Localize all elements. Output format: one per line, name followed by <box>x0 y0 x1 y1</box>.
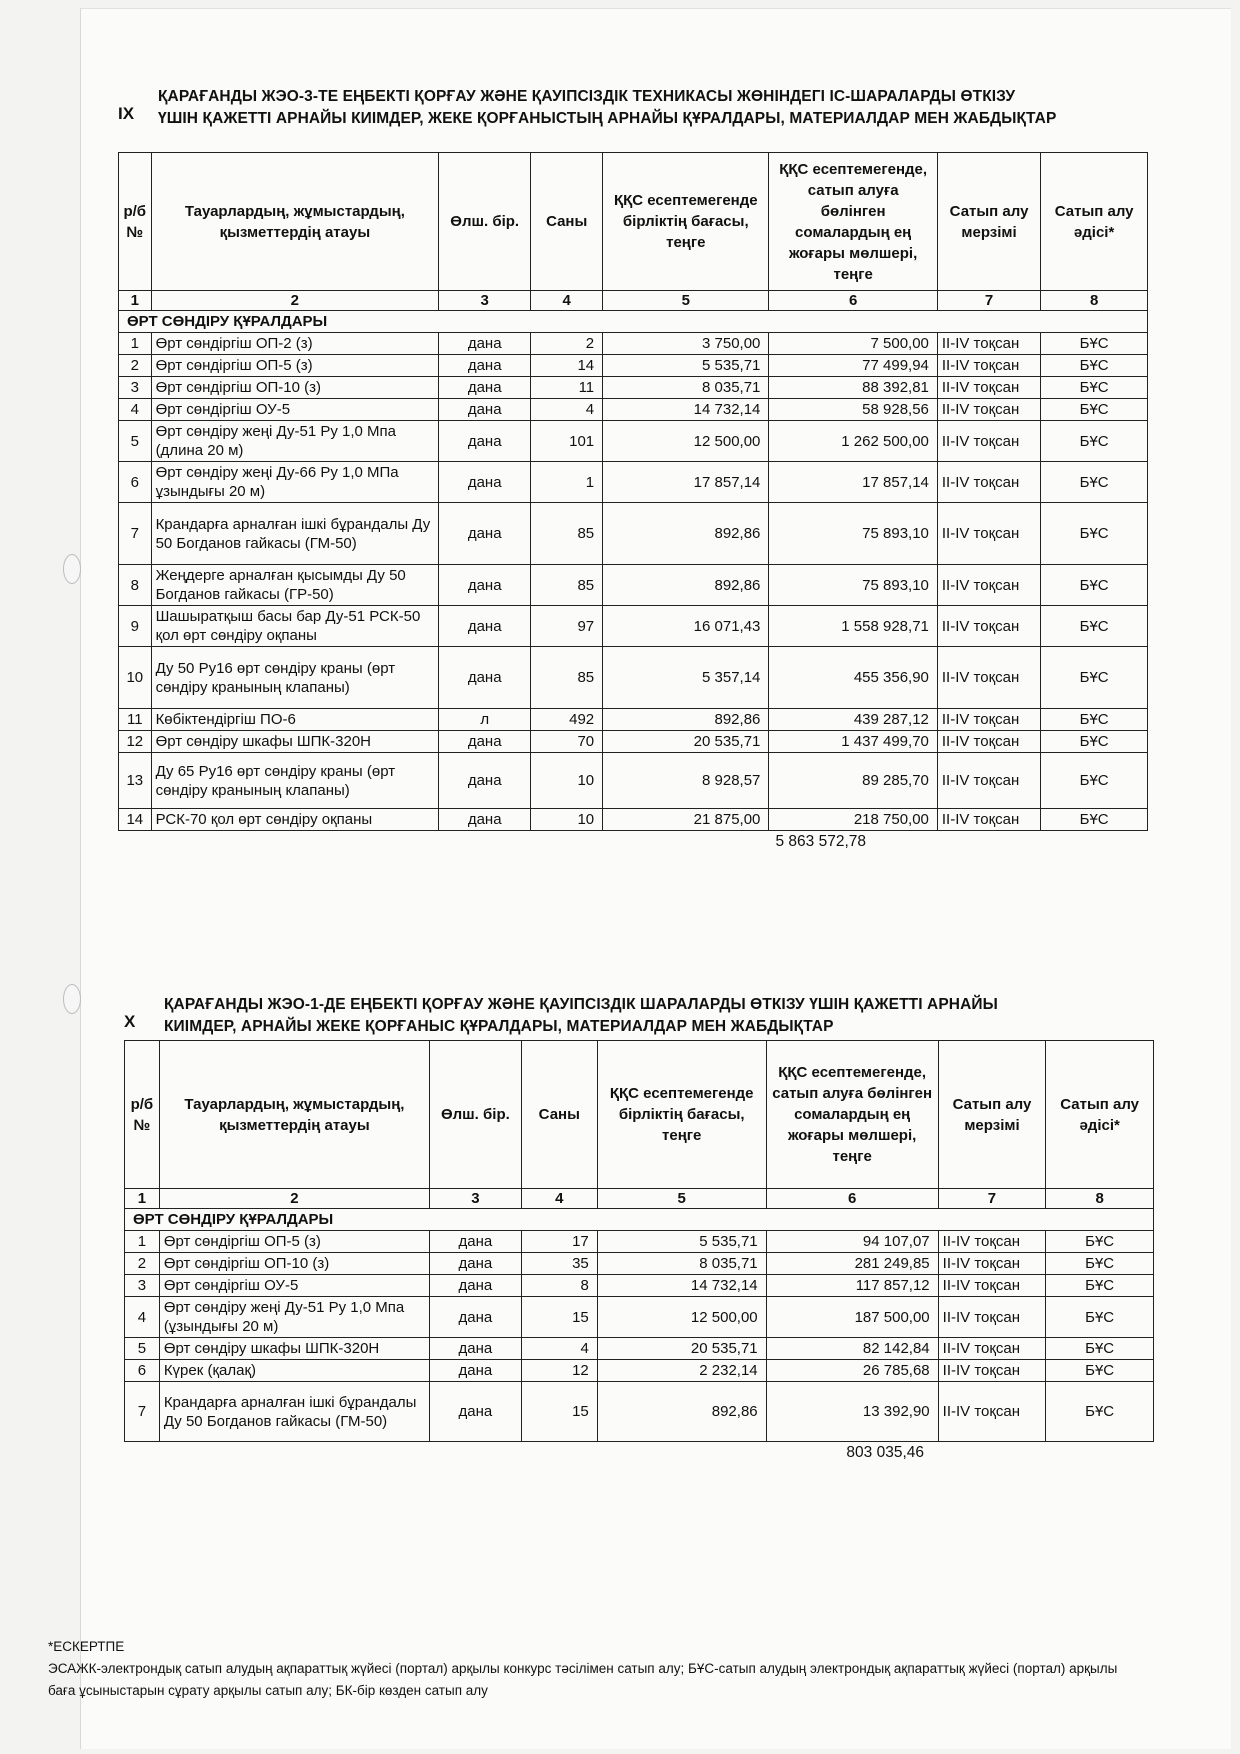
cell-max-amount: 75 893,10 <box>769 565 938 606</box>
cell-max-amount: 1 437 499,70 <box>769 731 938 753</box>
cell-row-number: 3 <box>125 1275 160 1297</box>
column-number: 3 <box>429 1189 521 1209</box>
cell-item-name: Крандарға арналған ішкі бұрандалы Ду 50 Богданов гайкасы (ГМ-50) <box>159 1382 429 1442</box>
cell-procurement-method: БҰС <box>1041 647 1148 709</box>
cell-max-amount: 82 142,84 <box>766 1338 938 1360</box>
cell-row-number: 5 <box>125 1338 160 1360</box>
cell-unit: дана <box>429 1338 521 1360</box>
header-procurement-period: Сатып алу мерзімі <box>937 153 1040 291</box>
cell-unit-price: 3 750,00 <box>603 333 769 355</box>
cell-unit: дана <box>439 565 531 606</box>
cell-row-number: 5 <box>119 421 152 462</box>
column-number: 1 <box>119 291 152 311</box>
cell-quantity: 1 <box>531 462 603 503</box>
cell-row-number: 7 <box>119 503 152 565</box>
header-row-number: р/б № <box>125 1041 160 1189</box>
column-number: 6 <box>766 1189 938 1209</box>
cell-procurement-method: БҰС <box>1041 355 1148 377</box>
table-row <box>125 1231 1154 1253</box>
cell-procurement-period: II-IV тоқсан <box>937 421 1040 462</box>
table-row <box>119 753 1148 809</box>
cell-quantity: 4 <box>531 399 603 421</box>
cell-quantity: 15 <box>521 1382 597 1442</box>
cell-row-number: 7 <box>125 1382 160 1442</box>
cell-quantity: 2 <box>531 333 603 355</box>
cell-unit: дана <box>439 462 531 503</box>
cell-row-number: 6 <box>119 462 152 503</box>
cell-unit: дана <box>439 503 531 565</box>
cell-unit-price: 21 875,00 <box>603 809 769 831</box>
cell-procurement-period: II-IV тоқсан <box>937 377 1040 399</box>
cell-unit-price: 16 071,43 <box>603 606 769 647</box>
category-label: ӨРТ СӨНДІРУ ҚҰРАЛДАРЫ <box>119 311 1148 333</box>
cell-unit-price: 20 535,71 <box>597 1338 766 1360</box>
section-title-line: ҚАРАҒАНДЫ ЖЭО-1-ДЕ ЕҢБЕКТІ ҚОРҒАУ ЖӘНЕ ҚАУІПСІЗДІК ШАРАЛАРДЫ ӨТКІЗУ ҮШІН ҚАЖЕТТІ АРНАЙЫ <box>164 996 998 1013</box>
procurement-table <box>118 152 1148 831</box>
cell-procurement-method: БҰС <box>1041 377 1148 399</box>
header-max-amount: ҚҚС есептемегенде, сатып алуға бөлінген сомалардың ең жоғары мөлшері, теңге <box>766 1041 938 1189</box>
cell-procurement-period: II-IV тоқсан <box>937 606 1040 647</box>
cell-max-amount: 13 392,90 <box>766 1382 938 1442</box>
cell-row-number: 8 <box>119 565 152 606</box>
cell-unit-price: 12 500,00 <box>597 1297 766 1338</box>
cell-unit-price: 5 535,71 <box>603 355 769 377</box>
section-title <box>158 86 1148 130</box>
table-row <box>119 355 1148 377</box>
cell-row-number: 3 <box>119 377 152 399</box>
cell-quantity: 10 <box>531 753 603 809</box>
cell-procurement-period: II-IV тоқсан <box>938 1297 1046 1338</box>
column-number: 7 <box>937 291 1040 311</box>
cell-quantity: 8 <box>521 1275 597 1297</box>
header-max-amount: ҚҚС есептемегенде, сатып алуға бөлінген сомалардың ең жоғары мөлшері, теңге <box>769 153 938 291</box>
section-x-heading <box>124 990 1154 1034</box>
cell-procurement-period: II-IV тоқсан <box>937 355 1040 377</box>
header-unit: Өлш. бір. <box>429 1041 521 1189</box>
cell-item-name: Өрт сөндіргіш ОУ-5 <box>151 399 439 421</box>
cell-quantity: 70 <box>531 731 603 753</box>
category-row <box>125 1209 1154 1231</box>
cell-item-name: Өрт сөндіргіш ОП-5 (з) <box>151 355 439 377</box>
header-item-name: Тауарлардың, жұмыстардың, қызметтердің атауы <box>151 153 439 291</box>
cell-item-name: Жеңдерге арналған қысымды Ду 50 Богданов гайкасы (ГР-50) <box>151 565 439 606</box>
cell-unit-price: 20 535,71 <box>603 731 769 753</box>
cell-unit-price: 14 732,14 <box>597 1275 766 1297</box>
cell-item-name: Өрт сөндіргіш ОП-10 (з) <box>159 1253 429 1275</box>
cell-unit-price: 892,86 <box>603 503 769 565</box>
table-row <box>119 565 1148 606</box>
cell-unit-price: 5 535,71 <box>597 1231 766 1253</box>
cell-quantity: 14 <box>531 355 603 377</box>
column-number: 2 <box>159 1189 429 1209</box>
table-row <box>119 731 1148 753</box>
cell-unit: дана <box>439 421 531 462</box>
table-row <box>125 1253 1154 1275</box>
column-number-row <box>119 291 1148 311</box>
cell-procurement-period: II-IV тоқсан <box>938 1360 1046 1382</box>
cell-procurement-period: II-IV тоқсан <box>937 709 1040 731</box>
cell-unit: дана <box>429 1253 521 1275</box>
footnote <box>48 1636 1128 1702</box>
cell-procurement-period: II-IV тоқсан <box>937 399 1040 421</box>
cell-procurement-period: II-IV тоқсан <box>937 565 1040 606</box>
section-title-line: ҚАРАҒАНДЫ ЖЭО-3-ТЕ ЕҢБЕКТІ ҚОРҒАУ ЖӘНЕ ҚАУІПСІЗДІК ТЕХНИКАСЫ ЖӨНІНДЕГІ ІС-ШАРАЛАРДЫ ӨТКІЗУ <box>158 88 1016 105</box>
cell-max-amount: 439 287,12 <box>769 709 938 731</box>
table-row <box>119 809 1148 831</box>
cell-item-name: Ду 65 Ру16 өрт сөндіру краны (өрт сөндіру кранының клапаны) <box>151 753 439 809</box>
table-row <box>119 709 1148 731</box>
column-number: 7 <box>938 1189 1046 1209</box>
cell-row-number: 2 <box>119 355 152 377</box>
cell-row-number: 2 <box>125 1253 160 1275</box>
cell-row-number: 6 <box>125 1360 160 1382</box>
cell-unit-price: 8 035,71 <box>597 1253 766 1275</box>
cell-procurement-method: БҰС <box>1046 1360 1154 1382</box>
section-title <box>164 994 1154 1038</box>
cell-quantity: 97 <box>531 606 603 647</box>
cell-procurement-period: II-IV тоқсан <box>937 731 1040 753</box>
cell-unit-price: 12 500,00 <box>603 421 769 462</box>
cell-procurement-method: БҰС <box>1041 565 1148 606</box>
cell-procurement-period: II-IV тоқсан <box>937 503 1040 565</box>
cell-procurement-method: БҰС <box>1041 399 1148 421</box>
cell-item-name: Өрт сөндіргіш ОП-10 (з) <box>151 377 439 399</box>
cell-item-name: Өрт сөндіру жеңі Ду-66 Ру 1,0 МПа ұзындығы 20 м) <box>151 462 439 503</box>
cell-unit: дана <box>439 355 531 377</box>
table-row <box>119 333 1148 355</box>
cell-procurement-period: II-IV тоқсан <box>937 462 1040 503</box>
column-number: 1 <box>125 1189 160 1209</box>
cell-unit: дана <box>439 333 531 355</box>
category-row <box>119 311 1148 333</box>
table-row <box>125 1338 1154 1360</box>
cell-max-amount: 117 857,12 <box>766 1275 938 1297</box>
header-procurement-method: Сатып алу әдісі* <box>1046 1041 1154 1189</box>
cell-quantity: 12 <box>521 1360 597 1382</box>
header-unit: Өлш. бір. <box>439 153 531 291</box>
punch-hole <box>63 554 81 584</box>
cell-procurement-method: БҰС <box>1041 606 1148 647</box>
cell-unit: дана <box>439 809 531 831</box>
cell-unit: дана <box>429 1231 521 1253</box>
cell-item-name: Өрт сөндіру шкафы ШПК-320Н <box>159 1338 429 1360</box>
cell-item-name: Өрт сөндіру жеңі Ду-51 Ру 1,0 Мпа (длина 20 м) <box>151 421 439 462</box>
cell-quantity: 11 <box>531 377 603 399</box>
cell-unit: дана <box>439 647 531 709</box>
section-total: 803 035,46 <box>846 1444 924 1461</box>
cell-item-name: Шашыратқыш басы бар Ду-51 РСК-50 қол өрт сөндіру оқпаны <box>151 606 439 647</box>
table-row <box>125 1275 1154 1297</box>
cell-procurement-period: II-IV тоқсан <box>937 647 1040 709</box>
cell-procurement-method: БҰС <box>1041 421 1148 462</box>
cell-max-amount: 17 857,14 <box>769 462 938 503</box>
cell-quantity: 85 <box>531 503 603 565</box>
cell-procurement-method: БҰС <box>1046 1382 1154 1442</box>
category-label: ӨРТ СӨНДІРУ ҚҰРАЛДАРЫ <box>125 1209 1154 1231</box>
cell-unit: дана <box>439 753 531 809</box>
column-number-row <box>125 1189 1154 1209</box>
section-roman-numeral: X <box>124 1012 136 1031</box>
section-x <box>124 990 1154 1462</box>
cell-item-name: РСК-70 қол өрт сөндіру оқпаны <box>151 809 439 831</box>
cell-unit: дана <box>429 1382 521 1442</box>
cell-procurement-period: II-IV тоқсан <box>938 1338 1046 1360</box>
cell-row-number: 9 <box>119 606 152 647</box>
cell-max-amount: 1 262 500,00 <box>769 421 938 462</box>
cell-procurement-period: II-IV тоқсан <box>938 1253 1046 1275</box>
cell-row-number: 1 <box>125 1231 160 1253</box>
table-row <box>125 1360 1154 1382</box>
header-unit-price: ҚҚС есептемегенде бірліктің бағасы, теңге <box>597 1041 766 1189</box>
cell-quantity: 85 <box>531 647 603 709</box>
table-row <box>125 1382 1154 1442</box>
cell-procurement-method: БҰС <box>1046 1275 1154 1297</box>
section-total: 5 863 572,78 <box>775 833 866 850</box>
cell-quantity: 85 <box>531 565 603 606</box>
cell-unit-price: 892,86 <box>603 565 769 606</box>
cell-procurement-method: БҰС <box>1046 1338 1154 1360</box>
cell-procurement-method: БҰС <box>1046 1231 1154 1253</box>
section-ix <box>118 82 1148 851</box>
cell-max-amount: 281 249,85 <box>766 1253 938 1275</box>
cell-max-amount: 218 750,00 <box>769 809 938 831</box>
cell-procurement-method: БҰС <box>1041 333 1148 355</box>
column-number: 4 <box>521 1189 597 1209</box>
cell-unit: дана <box>439 606 531 647</box>
cell-max-amount: 88 392,81 <box>769 377 938 399</box>
cell-unit: дана <box>429 1360 521 1382</box>
cell-item-name: Күрек (қалақ) <box>159 1360 429 1382</box>
section-ix-heading <box>118 82 1148 144</box>
section-roman-numeral: IX <box>118 104 135 123</box>
procurement-table <box>124 1040 1154 1442</box>
footnote-title: *ЕСКЕРТПЕ <box>48 1639 125 1654</box>
cell-max-amount: 94 107,07 <box>766 1231 938 1253</box>
cell-quantity: 101 <box>531 421 603 462</box>
header-procurement-period: Сатып алу мерзімі <box>938 1041 1046 1189</box>
cell-quantity: 4 <box>521 1338 597 1360</box>
cell-unit: л <box>439 709 531 731</box>
footnote-text: ЭСАЖК-электрондық сатып алудың ақпараттық жүйесі (портал) арқылы конкурс тәсілімен сатып алу; БҰС-сатып алудың электрондық ақпараттық жүйесі (портал) арқылы баға ұсыныстарын сұрату арқылы сатып алу; БК-бір көзден сатып алу <box>48 1661 1118 1698</box>
table-row <box>119 462 1148 503</box>
cell-unit: дана <box>439 731 531 753</box>
cell-procurement-method: БҰС <box>1041 503 1148 565</box>
cell-unit: дана <box>429 1275 521 1297</box>
cell-item-name: Көбіктендіргіш ПО-6 <box>151 709 439 731</box>
cell-item-name: Өрт сөндіру жеңі Ду-51 Ру 1,0 Мпа (ұзындығы 20 м) <box>159 1297 429 1338</box>
cell-procurement-method: БҰС <box>1046 1297 1154 1338</box>
column-number: 4 <box>531 291 603 311</box>
cell-max-amount: 455 356,90 <box>769 647 938 709</box>
cell-procurement-period: II-IV тоқсан <box>937 753 1040 809</box>
cell-row-number: 4 <box>125 1297 160 1338</box>
table-row <box>125 1297 1154 1338</box>
cell-row-number: 4 <box>119 399 152 421</box>
cell-unit: дана <box>439 377 531 399</box>
header-unit-price: ҚҚС есептемегенде бірліктің бағасы, теңге <box>603 153 769 291</box>
cell-quantity: 35 <box>521 1253 597 1275</box>
cell-row-number: 12 <box>119 731 152 753</box>
cell-unit-price: 8 035,71 <box>603 377 769 399</box>
cell-quantity: 10 <box>531 809 603 831</box>
cell-row-number: 11 <box>119 709 152 731</box>
cell-procurement-period: II-IV тоқсан <box>938 1231 1046 1253</box>
cell-unit-price: 892,86 <box>603 709 769 731</box>
table-row <box>119 606 1148 647</box>
cell-unit-price: 5 357,14 <box>603 647 769 709</box>
column-number: 3 <box>439 291 531 311</box>
cell-procurement-period: II-IV тоқсан <box>937 809 1040 831</box>
cell-max-amount: 77 499,94 <box>769 355 938 377</box>
cell-max-amount: 89 285,70 <box>769 753 938 809</box>
table-row <box>119 421 1148 462</box>
cell-unit-price: 8 928,57 <box>603 753 769 809</box>
cell-procurement-method: БҰС <box>1041 709 1148 731</box>
header-item-name: Тауарлардың, жұмыстардың, қызметтердің атауы <box>159 1041 429 1189</box>
header-quantity: Саны <box>521 1041 597 1189</box>
cell-item-name: Өрт сөндіру шкафы ШПК-320Н <box>151 731 439 753</box>
cell-max-amount: 7 500,00 <box>769 333 938 355</box>
cell-row-number: 1 <box>119 333 152 355</box>
cell-max-amount: 75 893,10 <box>769 503 938 565</box>
cell-procurement-method: БҰС <box>1041 462 1148 503</box>
table-row <box>119 647 1148 709</box>
column-number: 5 <box>597 1189 766 1209</box>
cell-unit: дана <box>439 399 531 421</box>
column-number: 6 <box>769 291 938 311</box>
cell-procurement-period: II-IV тоқсан <box>937 333 1040 355</box>
header-procurement-method: Сатып алу әдісі* <box>1041 153 1148 291</box>
cell-item-name: Крандарға арналған ішкі бұрандалы Ду 50 Богданов гайкасы (ГМ-50) <box>151 503 439 565</box>
cell-procurement-method: БҰС <box>1041 809 1148 831</box>
cell-max-amount: 26 785,68 <box>766 1360 938 1382</box>
section-title-line: КИІМДЕР, АРНАЙЫ ЖЕКЕ ҚОРҒАНЫС ҚҰРАЛДАРЫ, МАТЕРИАЛДАР МЕН ЖАБДЫҚТАР <box>164 1018 834 1035</box>
cell-row-number: 13 <box>119 753 152 809</box>
cell-row-number: 10 <box>119 647 152 709</box>
punch-hole <box>63 984 81 1014</box>
column-number: 2 <box>151 291 439 311</box>
cell-max-amount: 187 500,00 <box>766 1297 938 1338</box>
cell-item-name: Өрт сөндіргіш ОУ-5 <box>159 1275 429 1297</box>
cell-procurement-method: БҰС <box>1041 731 1148 753</box>
column-number: 8 <box>1041 291 1148 311</box>
cell-procurement-period: II-IV тоқсан <box>938 1382 1046 1442</box>
cell-procurement-method: БҰС <box>1041 753 1148 809</box>
table-row <box>119 377 1148 399</box>
cell-unit-price: 892,86 <box>597 1382 766 1442</box>
cell-item-name: Өрт сөндіргіш ОП-5 (з) <box>159 1231 429 1253</box>
header-quantity: Саны <box>531 153 603 291</box>
cell-max-amount: 58 928,56 <box>769 399 938 421</box>
table-row <box>119 503 1148 565</box>
cell-quantity: 15 <box>521 1297 597 1338</box>
cell-unit-price: 14 732,14 <box>603 399 769 421</box>
section-title-line: ҮШІН ҚАЖЕТТІ АРНАЙЫ КИІМДЕР, ЖЕКЕ ҚОРҒАНЫСТЫҢ АРНАЙЫ ҚҰРАЛДАРЫ, МАТЕРИАЛДАР МЕН ЖАБДЫҚТАР <box>158 110 1057 127</box>
cell-unit-price: 2 232,14 <box>597 1360 766 1382</box>
cell-item-name: Ду 50 Ру16 өрт сөндіру краны (өрт сөндіру кранының клапаны) <box>151 647 439 709</box>
cell-procurement-period: II-IV тоқсан <box>938 1275 1046 1297</box>
cell-item-name: Өрт сөндіргіш ОП-2 (з) <box>151 333 439 355</box>
header-row-number: р/б № <box>119 153 152 291</box>
cell-quantity: 17 <box>521 1231 597 1253</box>
cell-row-number: 14 <box>119 809 152 831</box>
table-row <box>119 399 1148 421</box>
cell-max-amount: 1 558 928,71 <box>769 606 938 647</box>
column-number: 8 <box>1046 1189 1154 1209</box>
cell-unit-price: 17 857,14 <box>603 462 769 503</box>
cell-unit: дана <box>429 1297 521 1338</box>
column-number: 5 <box>603 291 769 311</box>
cell-quantity: 492 <box>531 709 603 731</box>
cell-procurement-method: БҰС <box>1046 1253 1154 1275</box>
